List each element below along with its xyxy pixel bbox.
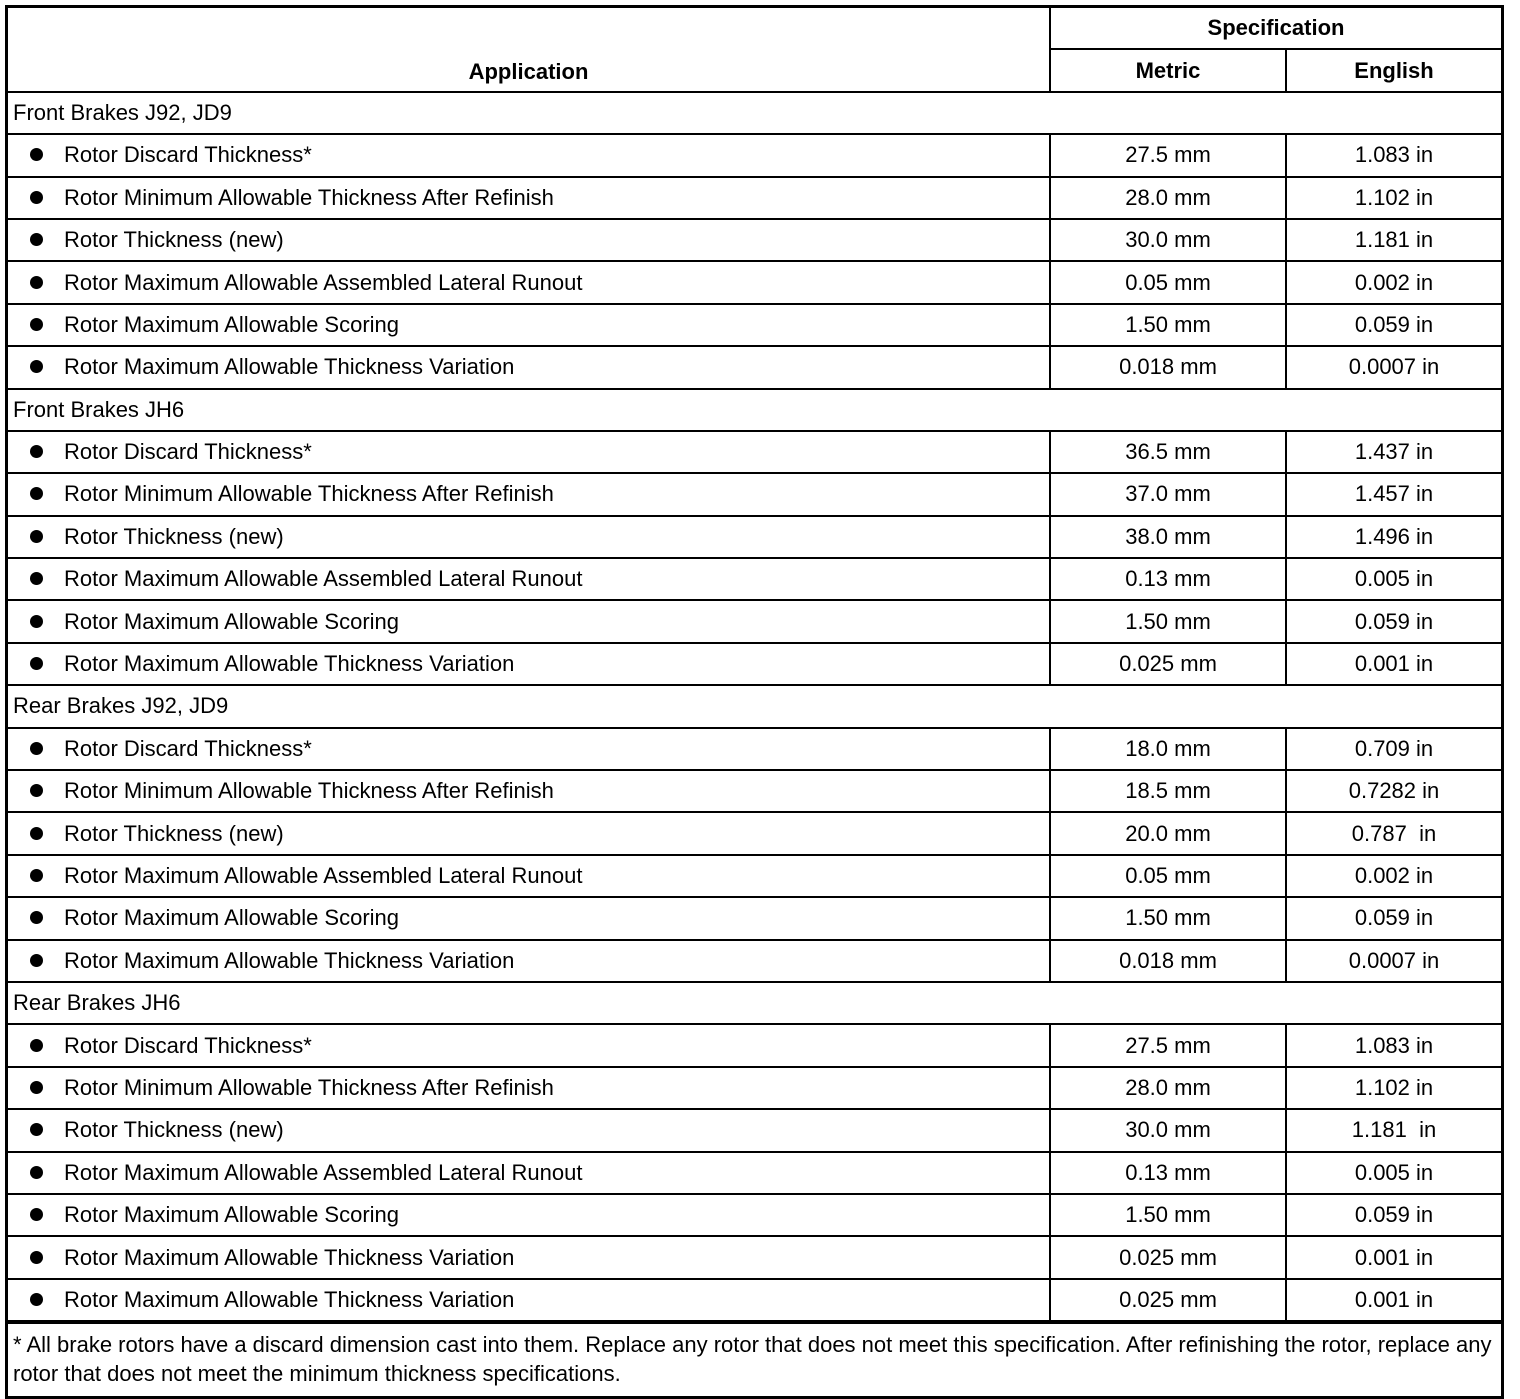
table-row: [8, 1109, 1501, 1151]
application-label: Rotor Thickness (new): [64, 820, 284, 846]
bullet-icon: [30, 1208, 43, 1221]
application-cell: [8, 1236, 1050, 1278]
application-cell: [8, 600, 1050, 642]
bullet-icon: [30, 827, 43, 840]
metric-value: 0.05 mm: [1050, 855, 1286, 897]
metric-value: 0.018 mm: [1050, 346, 1286, 388]
table-row: [8, 1024, 1501, 1066]
table-row: [8, 600, 1501, 642]
application-label: Rotor Maximum Allowable Assembled Lateral Runout: [64, 566, 583, 592]
application-label: Rotor Minimum Allowable Thickness After Refinish: [64, 778, 554, 804]
english-value: 0.7282 in: [1286, 770, 1501, 812]
header-english: English: [1286, 49, 1501, 91]
english-value: 1.083 in: [1286, 134, 1501, 176]
bullet-icon: [30, 276, 43, 289]
application-label: Rotor Discard Thickness*: [64, 1032, 312, 1058]
table-row: [8, 1194, 1501, 1236]
application-cell: [8, 1024, 1050, 1066]
table-row: [8, 1236, 1501, 1278]
bullet-icon: [30, 784, 43, 797]
application-label: Rotor Minimum Allowable Thickness After Refinish: [64, 184, 554, 210]
bullet-icon: [30, 445, 43, 458]
table-row: [8, 304, 1501, 346]
metric-value: 38.0 mm: [1050, 516, 1286, 558]
table-row: [8, 728, 1501, 770]
bullet-icon: [30, 1039, 43, 1052]
application-cell: [8, 1152, 1050, 1194]
application-cell: [8, 261, 1050, 303]
metric-value: 1.50 mm: [1050, 304, 1286, 346]
section-header-row: [8, 685, 1501, 727]
table-row: [8, 855, 1501, 897]
english-value: 0.001 in: [1286, 1279, 1501, 1321]
bullet-icon: [30, 1081, 43, 1094]
metric-value: 37.0 mm: [1050, 473, 1286, 515]
metric-value: 30.0 mm: [1050, 219, 1286, 261]
application-label: Rotor Thickness (new): [64, 1117, 284, 1143]
application-label: Rotor Maximum Allowable Scoring: [64, 905, 400, 931]
bullet-icon: [30, 191, 43, 204]
english-value: 0.709 in: [1286, 728, 1501, 770]
application-label: Rotor Maximum Allowable Assembled Lateral Runout: [64, 269, 583, 295]
english-value: 1.437 in: [1286, 431, 1501, 473]
application-label: Rotor Maximum Allowable Assembled Lateral Runout: [64, 863, 583, 888]
english-value: 0.059 in: [1286, 897, 1501, 939]
application-label: Rotor Minimum Allowable Thickness After Refinish: [64, 1074, 554, 1100]
english-value: 0.0007 in: [1286, 346, 1501, 388]
application-cell: [8, 897, 1050, 939]
bullet-icon: [30, 869, 43, 882]
bullet-icon: [30, 572, 43, 585]
brake-rotor-spec-document: [5, 5, 1504, 1399]
metric-value: 1.50 mm: [1050, 1194, 1286, 1236]
table-row: [8, 770, 1501, 812]
english-value: 0.001 in: [1286, 1236, 1501, 1278]
table-row: [8, 261, 1501, 303]
application-label: Rotor Thickness (new): [64, 523, 284, 549]
bullet-icon: [30, 360, 43, 373]
footnote: * All brake rotors have a discard dimension cast into them. Replace any rotor that does not meet this specification. After refinishing the rotor, replace any rotor that does not meet the minimum thickness specifications.: [8, 1322, 1501, 1396]
application-cell: [8, 1279, 1050, 1321]
metric-value: 36.5 mm: [1050, 431, 1286, 473]
application-cell: [8, 770, 1050, 812]
bullet-icon: [30, 233, 43, 246]
header-row-top: [8, 8, 1501, 49]
metric-value: 0.025 mm: [1050, 1279, 1286, 1321]
table-row: [8, 1279, 1501, 1321]
english-value: 0.059 in: [1286, 304, 1501, 346]
header-metric: Metric: [1050, 49, 1286, 91]
spec-table: [8, 8, 1501, 1322]
bullet-icon: [30, 1251, 43, 1264]
metric-value: 20.0 mm: [1050, 812, 1286, 854]
metric-value: 0.025 mm: [1050, 1236, 1286, 1278]
bullet-icon: [30, 148, 43, 161]
table-row: [8, 812, 1501, 854]
section-title: Front Brakes JH6: [8, 389, 1501, 431]
metric-value: 28.0 mm: [1050, 177, 1286, 219]
application-cell: [8, 1109, 1050, 1151]
metric-value: 0.018 mm: [1050, 940, 1286, 982]
application-cell: [8, 728, 1050, 770]
bullet-icon: [30, 742, 43, 755]
application-cell: [8, 855, 1050, 897]
english-value: 1.457 in: [1286, 473, 1501, 515]
metric-value: 0.13 mm: [1050, 558, 1286, 600]
application-label: Rotor Discard Thickness*: [64, 735, 312, 761]
application-cell: [8, 812, 1050, 854]
metric-value: 0.05 mm: [1050, 261, 1286, 303]
section-header-row: [8, 92, 1501, 134]
section-title: Front Brakes J92, JD9: [8, 92, 1501, 134]
metric-value: 18.5 mm: [1050, 770, 1286, 812]
english-value: 0.059 in: [1286, 600, 1501, 642]
application-label: Rotor Maximum Allowable Thickness Variation: [64, 1286, 515, 1312]
application-label: Rotor Maximum Allowable Scoring: [64, 311, 400, 337]
english-value: 0.002 in: [1286, 855, 1501, 897]
metric-value: 0.025 mm: [1050, 643, 1286, 685]
english-value: 0.0007 in: [1286, 940, 1501, 982]
application-cell: [8, 219, 1050, 261]
english-value: 1.496 in: [1286, 516, 1501, 558]
table-row: [8, 516, 1501, 558]
bullet-icon: [30, 530, 43, 543]
header-application: Application: [8, 8, 1050, 92]
header-specification: Specification: [1050, 8, 1501, 49]
application-cell: [8, 177, 1050, 219]
application-cell: [8, 516, 1050, 558]
table-row: [8, 1152, 1501, 1194]
table-row: [8, 346, 1501, 388]
application-cell: [8, 304, 1050, 346]
application-label: Rotor Maximum Allowable Thickness Variation: [64, 651, 515, 677]
application-label: Rotor Maximum Allowable Scoring: [64, 1202, 400, 1228]
bullet-icon: [30, 1166, 43, 1179]
table-row: [8, 219, 1501, 261]
application-label: Rotor Maximum Allowable Thickness Variation: [64, 947, 515, 973]
bullet-icon: [30, 657, 43, 670]
english-value: 1.181 in: [1286, 219, 1501, 261]
bullet-icon: [30, 615, 43, 628]
application-label: Rotor Discard Thickness*: [64, 142, 312, 168]
table-row: [8, 643, 1501, 685]
metric-value: 28.0 mm: [1050, 1067, 1286, 1109]
table-row: [8, 431, 1501, 473]
section-title: Rear Brakes JH6: [8, 982, 1501, 1024]
metric-value: 27.5 mm: [1050, 134, 1286, 176]
english-value: 1.083 in: [1286, 1024, 1501, 1066]
bullet-icon: [30, 1293, 43, 1306]
bullet-icon: [30, 318, 43, 331]
application-label: Rotor Maximum Allowable Assembled Lateral Runout: [64, 1159, 583, 1185]
metric-value: 18.0 mm: [1050, 728, 1286, 770]
application-cell: [8, 473, 1050, 515]
metric-value: 1.50 mm: [1050, 897, 1286, 939]
metric-value: 1.50 mm: [1050, 600, 1286, 642]
application-cell: [8, 1194, 1050, 1236]
metric-value: 30.0 mm: [1050, 1109, 1286, 1151]
english-value: 0.059 in: [1286, 1194, 1501, 1236]
application-cell: [8, 134, 1050, 176]
english-value: 0.787 in: [1286, 812, 1501, 854]
section-header-row: [8, 982, 1501, 1024]
table-row: [8, 558, 1501, 600]
bullet-icon: [30, 1123, 43, 1136]
english-value: 0.005 in: [1286, 558, 1501, 600]
table-row: [8, 1067, 1501, 1109]
spec-table-body: [8, 92, 1501, 1321]
metric-value: 0.13 mm: [1050, 1152, 1286, 1194]
application-cell: [8, 643, 1050, 685]
application-label: Rotor Maximum Allowable Thickness Variation: [64, 1244, 515, 1270]
table-row: [8, 473, 1501, 515]
section-title: Rear Brakes J92, JD9: [8, 685, 1501, 727]
table-row: [8, 177, 1501, 219]
application-cell: [8, 431, 1050, 473]
english-value: 1.102 in: [1286, 1067, 1501, 1109]
english-value: 0.005 in: [1286, 1152, 1501, 1194]
metric-value: 27.5 mm: [1050, 1024, 1286, 1066]
application-cell: [8, 558, 1050, 600]
application-cell: [8, 1067, 1050, 1109]
application-label: Rotor Maximum Allowable Scoring: [64, 608, 400, 634]
application-cell: [8, 940, 1050, 982]
bullet-icon: [30, 487, 43, 500]
section-header-row: [8, 389, 1501, 431]
application-label: Rotor Discard Thickness*: [64, 439, 312, 465]
bullet-icon: [30, 911, 43, 924]
english-value: 1.181 in: [1286, 1109, 1501, 1151]
english-value: 1.102 in: [1286, 177, 1501, 219]
english-value: 0.001 in: [1286, 643, 1501, 685]
table-row: [8, 897, 1501, 939]
application-label: Rotor Minimum Allowable Thickness After Refinish: [64, 481, 554, 507]
application-label: Rotor Maximum Allowable Thickness Variation: [64, 354, 515, 380]
application-cell: [8, 346, 1050, 388]
application-label: Rotor Thickness (new): [64, 227, 284, 253]
table-row: [8, 940, 1501, 982]
english-value: 0.002 in: [1286, 261, 1501, 303]
bullet-icon: [30, 954, 43, 967]
table-row: [8, 134, 1501, 176]
